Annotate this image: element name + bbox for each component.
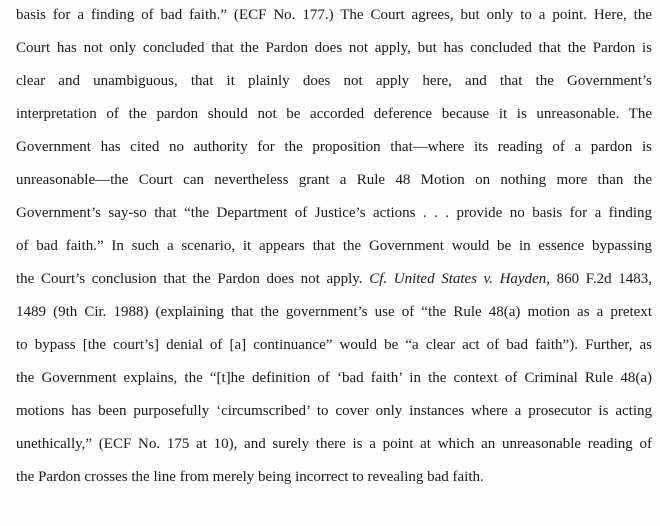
case-name: United States v. Hayden (393, 271, 547, 287)
text-line-1: basis for a finding of bad faith.” (ECF No. 177.) The Court agrees, but only to a point. Here, the (16, 7, 652, 23)
text-line-12: the Government explains, the “[t]he definition of ‘bad faith’ in the context of Criminal Rule 48(a) (16, 370, 652, 386)
text-line-14: unethically,” (ECF No. 175 at 10), and surely there is a point at which an unreasonable reading of (16, 436, 652, 452)
text-line-9 (16, 269, 652, 289)
text-line-8: of bad faith.” In such a scenario, it appears that the Government would be in essence bypassing (16, 238, 652, 254)
text-line-10: 1489 (9th Cir. 1988) (explaining that the government’s use of “the Rule 48(a) motion as a pretext (16, 304, 652, 320)
text-line-6: unreasonable—the Court can nevertheless grant a Rule 48 Motion on nothing more than the (16, 172, 652, 188)
line9-before: the Court’s conclusion that the Pardon does not apply. (16, 271, 370, 287)
text-line-13: motions has been purposefully ‘circumscribed’ to cover only instances where a prosecutor is acting (16, 403, 652, 419)
text-line-7: Government’s say-so that “the Department of Justice’s actions . . . provide no basis for a finding (16, 205, 652, 221)
text-line-5: Government has cited no authority for the proposition that—where its reading of a pardon is (16, 139, 652, 155)
text-line-3: clear and unambiguous, that it plainly does not apply here, and that the Government’s (16, 73, 652, 89)
text-line-11: to bypass [the court’s] denial of [a] continuance” would be “a clear act of bad faith”). Further, as (16, 337, 652, 353)
case-citation: , 860 F.2d 1483, (546, 271, 652, 287)
text-line-4: interpretation of the pardon should not be accorded deference because it is unreasonable. The (16, 106, 652, 122)
case-signal: Cf. (369, 271, 388, 287)
text-line-15: the Pardon crosses the line from merely being incorrect to revealing bad faith. (16, 469, 484, 485)
text-line-2: Court has not only concluded that the Pardon does not apply, but has concluded that the Pardon is (16, 40, 652, 56)
